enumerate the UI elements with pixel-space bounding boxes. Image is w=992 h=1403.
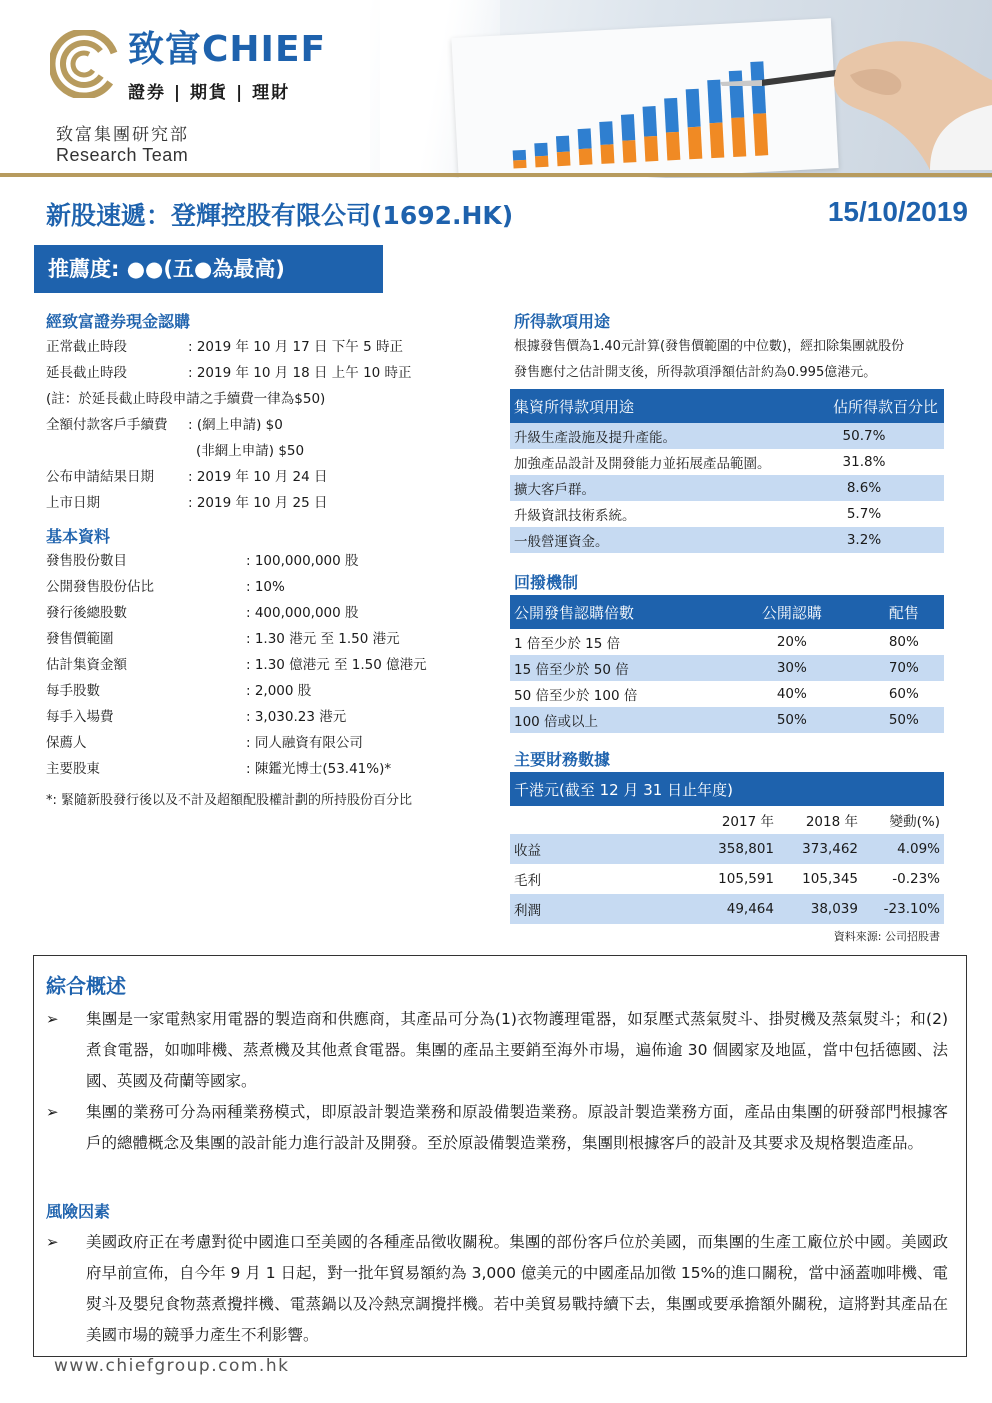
financials-change: -0.23% xyxy=(892,871,940,887)
proceeds-use: 加強產品設計及開發能力並拓展產品範圍。 xyxy=(514,456,771,472)
rating-banner: 推薦度: ●●(五●為最高) xyxy=(34,245,383,293)
illustration-bar-top xyxy=(643,106,658,137)
illustration-bar-top xyxy=(513,150,527,161)
clawback-placing: 80% xyxy=(888,634,919,650)
proceeds-pct: 31.8% xyxy=(842,454,886,470)
proceeds-row xyxy=(510,475,944,501)
report-title: 新股速遞：登輝控股有限公司(1692.HK) xyxy=(46,201,514,230)
field-value: : 400,000,000 股 xyxy=(246,605,359,621)
financials-unit-header: 千港元(截至 12 月 31 日止年度) xyxy=(510,772,944,806)
financials-2018: 105,345 xyxy=(802,871,858,887)
clawback-row xyxy=(510,629,944,655)
brand-logo-text: 致富CHIEF xyxy=(128,29,327,70)
subscription-note: (註：於延長截止時段申請之手續費一律為$50) xyxy=(46,391,326,407)
illustration-bar-bottom xyxy=(600,144,614,164)
field-label: 保薦人 xyxy=(46,735,87,751)
clawback-row xyxy=(510,681,944,707)
field-value: : 3,030.23 港元 xyxy=(246,709,347,725)
proceeds-col-use: 集資所得款項用途 xyxy=(510,389,784,423)
summary-bullet-text: 集團的業務可分為兩種業務模式，即原設計製造業務和原設備製造業務。原設計製造業務方面，產品由集團的研發部門根據客戶的總體概念及集團的設計能力進行設計及開發。至於原設備製造業務，集團則根據客戶的設計及其要求及規格製造產品。 xyxy=(86,1103,948,1152)
field-value: : 1.30 港元 至 1.50 港元 xyxy=(246,631,400,647)
illustration-bar-top xyxy=(578,128,592,149)
illustration-bar-bottom xyxy=(666,132,680,161)
basic-info-row xyxy=(46,626,400,652)
hand-with-pen-illustration xyxy=(700,20,992,170)
basic-info-footnote: *: 緊隨新股發行後以及不計及超額配股權計劃的所持股份百分比 xyxy=(46,793,413,808)
proceeds-col-pct: 佔所得款百分比 xyxy=(784,389,944,423)
field-label: 發售股份數目 xyxy=(46,553,127,569)
bullet-arrow-icon: ➢ xyxy=(46,1233,59,1251)
summary-bullet xyxy=(46,1004,950,1100)
clawback-row xyxy=(510,655,944,681)
field-label: 上市日期 xyxy=(46,495,100,511)
financials-item: 毛利 xyxy=(514,873,541,889)
field-value: : 1.30 億港元 至 1.50 億港元 xyxy=(246,657,427,673)
clawback-public: 50% xyxy=(720,707,864,733)
clawback-col-multiple: 公開發售認購倍數 xyxy=(510,595,720,629)
financials-item: 利潤 xyxy=(510,894,670,924)
illustration-bar-bottom xyxy=(557,152,571,167)
clawback-col-public: 公開認購 xyxy=(720,595,864,629)
proceeds-paragraph-line: 發售應付之估計開支後，所得款項淨額估計約為0.995億港元。 xyxy=(514,365,877,380)
clawback-placing: 60% xyxy=(888,686,919,702)
illustration-bar-bottom xyxy=(622,140,636,163)
clawback-placing: 70% xyxy=(864,655,944,681)
financials-2017: 105,591 xyxy=(718,871,774,887)
proceeds-table xyxy=(510,389,944,553)
field-value: : 同人融資有限公司 xyxy=(246,735,363,751)
clawback-heading: 回撥機制 xyxy=(514,573,579,592)
department-name-en: Research Team xyxy=(56,145,189,165)
clawback-placing: 50% xyxy=(864,707,944,733)
financials-2018: 373,462 xyxy=(778,834,862,864)
risk-bullet xyxy=(46,1227,950,1353)
summary-bullet xyxy=(46,1097,950,1193)
proceeds-use: 升級資訊技術系統。 xyxy=(514,508,636,524)
illustration-bar-top xyxy=(664,98,679,133)
basic-info-row xyxy=(46,756,391,782)
basic-info-row xyxy=(46,600,359,626)
illustration-bar-bottom xyxy=(579,148,593,165)
clawback-multiple: 50 倍至少於 100 倍 xyxy=(514,688,638,704)
basic-info-heading: 基本資料 xyxy=(46,527,111,546)
financials-row xyxy=(510,864,944,894)
clawback-public: 20% xyxy=(776,634,807,650)
field-label: 公布申請結果日期 xyxy=(46,469,154,485)
brand-tagline: 證券 | 期貨 | 理財 xyxy=(128,83,291,103)
basic-info-row xyxy=(46,730,363,756)
website-footer[interactable]: www.chiefgroup.com.hk xyxy=(54,1356,290,1376)
financials-table xyxy=(510,772,944,924)
subscription-heading: 經致富證券現金認購 xyxy=(46,312,191,331)
bullet-arrow-icon: ➢ xyxy=(46,1010,59,1028)
subscription-row xyxy=(46,334,403,360)
field-value: : 2019 年 10 月 17 日 下午 5 時正 xyxy=(188,339,403,355)
summary-bullet-text: 集團是一家電熱家用電器的製造商和供應商，其產品可分為(1)衣物護理電器，如泵壓式蒸氣熨斗、掛熨機及蒸氣熨斗；和(2)煮食電器，如咖啡機、蒸煮機及其他煮食電器。集團的產品主要銷至海外市場，遍佈逾 30 個國家及地區，當中包括德國、法國、英國及荷蘭等國家。 xyxy=(86,1010,948,1090)
field-value: : 2019 年 10 月 25 日 xyxy=(188,495,328,511)
field-value: : 陳鑑光博士(53.41%)* xyxy=(246,761,392,777)
financials-2018: 38,039 xyxy=(778,894,862,924)
clawback-multiple: 100 倍或以上 xyxy=(510,707,720,733)
field-label: 延長截止時段 xyxy=(46,365,127,381)
field-label: 發售價範圍 xyxy=(46,631,114,647)
illustration-bar-top xyxy=(556,136,570,153)
source-note: 資料來源: 公司招股書 xyxy=(833,930,940,943)
basic-info-row xyxy=(46,548,359,574)
risk-heading: 風險因素 xyxy=(46,1202,111,1221)
illustration-bar-bottom xyxy=(644,136,658,162)
subscription-row xyxy=(46,360,412,386)
field-label: 發行後總股數 xyxy=(46,605,127,621)
field-value: : 2,000 股 xyxy=(246,683,312,699)
header-divider xyxy=(0,173,992,177)
department-name-cn: 致富集團研究部 xyxy=(56,125,189,145)
field-label: 正常截止時段 xyxy=(46,339,127,355)
illustration-bar-bottom xyxy=(535,156,549,168)
proceeds-use: 擴大客戶群。 xyxy=(510,475,784,501)
basic-info-row xyxy=(46,704,346,730)
illustration-bar-top xyxy=(599,121,613,145)
field-value: : (網上申請) $0 xyxy=(188,417,283,433)
proceeds-paragraph-line: 根據發售價為1.40元計算(發售價範圍的中位數)，經扣除集團就股份 xyxy=(514,339,905,354)
field-value: : 2019 年 10 月 24 日 xyxy=(188,469,328,485)
field-value: : 2019 年 10 月 18 日 上午 10 時正 xyxy=(188,365,412,381)
clawback-public: 30% xyxy=(720,655,864,681)
proceeds-use: 一般營運資金。 xyxy=(510,527,784,553)
page-header xyxy=(0,0,992,178)
clawback-multiple: 1 倍至少於 15 倍 xyxy=(514,636,621,652)
clawback-table xyxy=(510,595,944,733)
clawback-row xyxy=(510,707,944,733)
financials-change: 4.09% xyxy=(862,834,944,864)
proceeds-row xyxy=(510,449,944,475)
proceeds-row xyxy=(510,527,944,553)
summary-heading: 綜合概述 xyxy=(46,974,126,998)
proceeds-pct: 3.2% xyxy=(784,527,944,553)
fee-offline-value: (非網上申請) $50 xyxy=(196,443,305,459)
financials-col-2017: 2017 年 xyxy=(721,814,774,830)
field-label: 每手入場費 xyxy=(46,709,114,725)
risk-bullet-text: 美國政府正在考慮對從中國進口至美國的各種產品徵收關稅。集團的部份客戶位於美國，而集團的生產工廠位於中國。美國政府早前宣佈，自今年 9 月 1 日起，對一批年貿易額約為 3,000 億美元的中國產品加徵 15%的進口關稅，當中涵蓋咖啡機、電熨斗及嬰兒食物蒸煮攪拌機、電蒸鍋以及冷熱烹調攪拌機。若中美貿易戰持續下去，集團或要承擔額外關稅，這將對其產品在美國市場的競爭力產生不利影響。 xyxy=(86,1233,948,1344)
field-label: 主要股東 xyxy=(46,761,100,777)
field-label: 全額付款客戶手續費 xyxy=(46,417,168,433)
proceeds-row xyxy=(510,423,944,449)
proceeds-pct: 5.7% xyxy=(846,506,882,522)
financials-col-change: 變動(%) xyxy=(889,814,940,830)
financials-row xyxy=(510,834,944,864)
clawback-col-placing: 配售 xyxy=(864,595,944,629)
chief-logo-icon xyxy=(50,30,118,98)
financials-col-2018: 2018 年 xyxy=(805,814,858,830)
financials-row xyxy=(510,894,944,924)
basic-info-row xyxy=(46,574,285,600)
clawback-multiple: 15 倍至少於 50 倍 xyxy=(510,655,720,681)
illustration-bar-top xyxy=(534,143,548,157)
field-label: 每手股數 xyxy=(46,683,100,699)
bullet-arrow-icon: ➢ xyxy=(46,1103,59,1121)
clawback-public: 40% xyxy=(776,686,807,702)
financials-item: 收益 xyxy=(510,834,670,864)
financials-2017: 358,801 xyxy=(670,834,778,864)
proceeds-use: 升級生產設施及提升產能。 xyxy=(510,423,784,449)
proceeds-row xyxy=(510,501,944,527)
financials-blank xyxy=(510,806,670,834)
financials-heading: 主要財務數據 xyxy=(514,750,611,769)
field-value: : 100,000,000 股 xyxy=(246,553,359,569)
illustration-bar-top xyxy=(686,89,701,128)
subscription-row xyxy=(46,464,328,490)
report-date: 15/10/2019 xyxy=(827,196,968,227)
basic-info-row xyxy=(46,652,427,678)
illustration-bar-bottom xyxy=(513,160,526,169)
field-label: 估計集資金額 xyxy=(46,657,127,673)
basic-info-row xyxy=(46,678,311,704)
financials-change: -23.10% xyxy=(862,894,944,924)
proceeds-pct: 50.7% xyxy=(784,423,944,449)
subscription-row xyxy=(46,490,328,516)
illustration-bar-top xyxy=(621,114,635,141)
subscription-fee-row xyxy=(46,412,283,438)
proceeds-pct: 8.6% xyxy=(784,475,944,501)
financials-2017: 49,464 xyxy=(670,894,778,924)
field-value: : 10% xyxy=(246,579,285,595)
field-label: 公開發售股份佔比 xyxy=(46,579,154,595)
proceeds-heading: 所得款項用途 xyxy=(514,312,611,331)
